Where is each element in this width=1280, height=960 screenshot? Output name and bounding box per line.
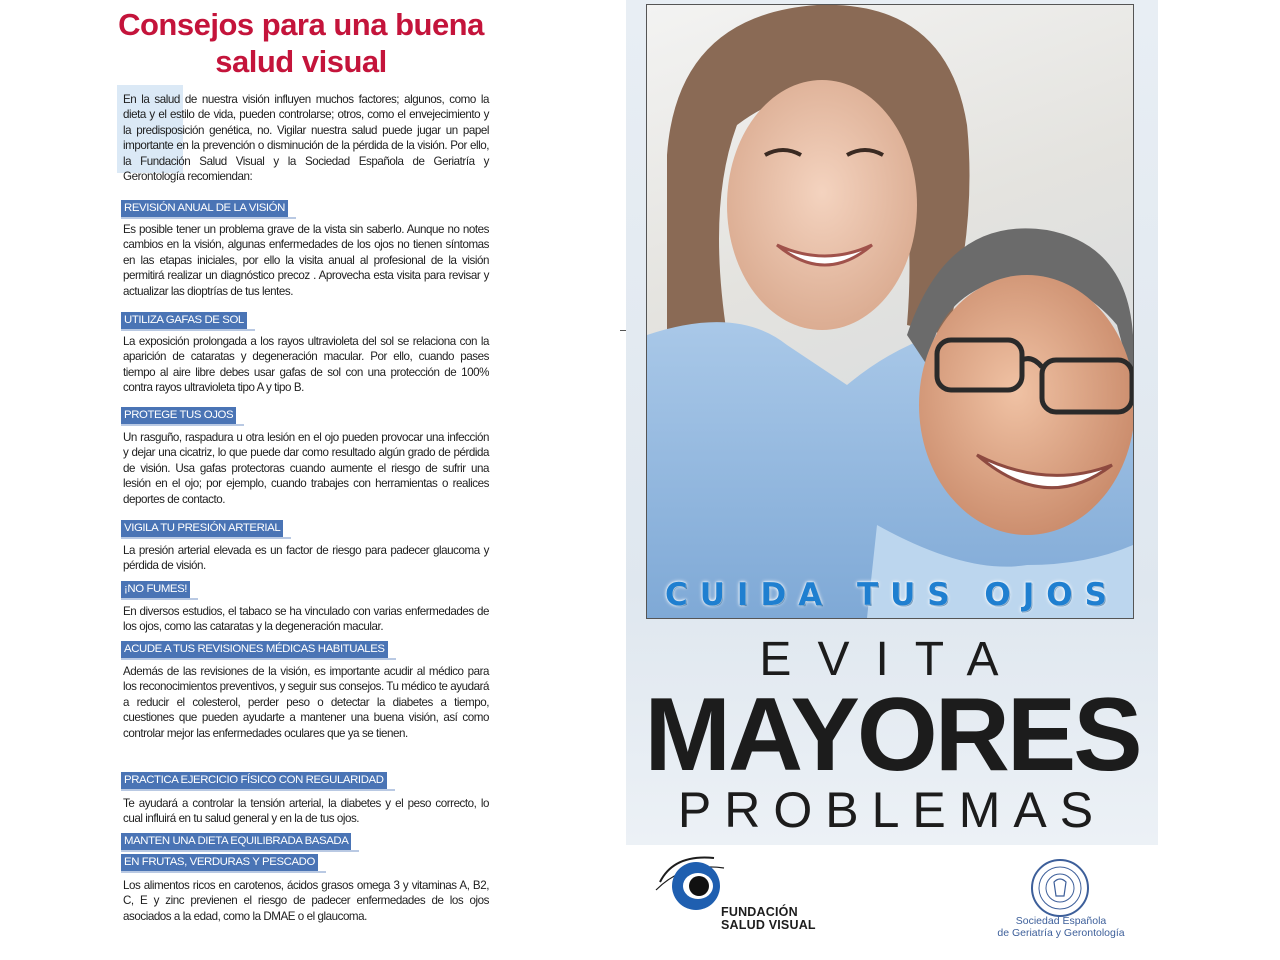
cover-tagline: CUIDA TUS OJOS [665, 577, 1119, 613]
section-heading-gafas-sol: UTILIZA GAFAS DE SOL [121, 312, 247, 329]
advice-page [0, 0, 620, 960]
section-heading-dieta: MANTEN UNA DIETA EQUILIBRADA BASADA [121, 833, 351, 850]
sociedad-line-2: de Geriatría y Gerontología [997, 927, 1125, 939]
section-heading-revision: REVISIÓN ANUAL DE LA VISIÓN [121, 200, 288, 217]
section-body-ejercicio: Te ayudará a controlar la tensión arterial, la diabetes y el peso correcto, lo cual influirá en tu salud general y en la de tus ojos. [123, 797, 489, 826]
section-body-no-fumes: En diversos estudios, el tabaco se ha vinculado con varias enfermedades de los ojos, como las cataratas y la degeneración macular. [123, 605, 489, 634]
title-line-2: salud visual [215, 44, 387, 79]
section-body-revisiones-medicas: Además de las revisiones de la visión, es importante acudir al médico para los reconocimientos preventivos, y seguir sus consejos. Tu médico te ayudará a reducir el colesterol, perder peso o detectar la diabetes a tiempo, cuestiones que pueden ayudarte a mantener una buena visión, así como controlar mejor las enfermedades oculares que ya se tienen. [123, 665, 489, 740]
fundacion-line-1: FUNDACIÓN [721, 905, 798, 919]
sociedad-seal-icon [1030, 858, 1090, 918]
section-body-protege: Un rasguño, raspadura u otra lesión en el ojo pueden provocar una infección y dejar una cicatriz, lo que puede dar como resultado algún grado de pérdida de visión. Usa gafas protectoras cuando aumente el riesgo de sufrir una lesión en el ojo; por ejemplo, cuando trabajes con herramientas o realices deportes de contacto. [123, 431, 489, 506]
section-heading-presion: VIGILA TU PRESIÓN ARTERIAL [121, 520, 283, 537]
man-face [919, 275, 1133, 535]
section-body-gafas-sol: La exposición prolongada a los rayos ultravioleta del sol se relaciona con la aparición de cataratas y degeneración macular. Por ello, cuando pases tiempo al aire libre debes usar gafas de sol con una protección de 100% contra rayos ultravioleta tipo A y tipo B. [123, 335, 489, 395]
section-heading-revisiones-medicas: ACUDE A TUS REVISIONES MÉDICAS HABITUALES [121, 641, 388, 658]
sociedad-line-1: Sociedad Española [1015, 915, 1107, 927]
section-body-revision: Es posible tener un problema grave de la vista sin saberlo. Aunque no notes cambios en la visión, algunas enfermedades de los ojos no tienen síntomas en las etapas iniciales, por ello la visita anual al profesional de la visión permitirá realizar un diagnóstico precoz . Aprovecha esta visita para revisar y actualizar las dioptrías de tus lentes. [123, 223, 489, 298]
title-line-1: Consejos para una buena [118, 7, 484, 42]
headline-top: EVITA [759, 633, 1025, 686]
couple-photo-illustration [647, 5, 1133, 618]
section-heading-ejercicio: PRACTICA EJERCICIO FÍSICO CON REGULARIDAD [121, 772, 387, 789]
cover-photo [646, 4, 1134, 619]
woman-face [727, 80, 917, 330]
fundacion-logo-text [721, 906, 816, 932]
sociedad-logo-text [966, 915, 1156, 939]
headline-main: MAYORES [644, 677, 1140, 793]
section-body-dieta: Los alimentos ricos en carotenos, ácidos grasos omega 3 y vitaminas A, B2, C, E y zinc previenen el riesgo de padecer enfermedades de los ojos asociados a la edad, como la DMAE o el glaucoma. [123, 879, 489, 923]
fundacion-line-2: SALUD VISUAL [721, 918, 816, 932]
section-body-presion: La presión arterial elevada es un factor de riesgo para padecer glaucoma y pérdida de visión. [123, 544, 489, 573]
page-title [100, 6, 502, 80]
intro-paragraph: En la salud de nuestra visión influyen muchos factores; algunos, como la dieta y el estilo de vida, pueden controlarse; otros, como el envejecimiento y la predisposición genética, no. Vigilar nuestra salud puede jugar un papel importante en la prevención o disminución de la pérdida de la visión. Por ello, la Fundación Salud Visual y la Sociedad Española de Geriatría y Gerontología recomiendan: [123, 93, 489, 184]
section-heading-dieta-line2: EN FRUTAS, VERDURAS Y PESCADO [121, 854, 318, 871]
headline-bottom: PROBLEMAS [677, 782, 1107, 838]
section-heading-protege: PROTEGE TUS OJOS [121, 407, 236, 424]
section-heading-no-fumes: ¡NO FUMES! [121, 581, 190, 598]
